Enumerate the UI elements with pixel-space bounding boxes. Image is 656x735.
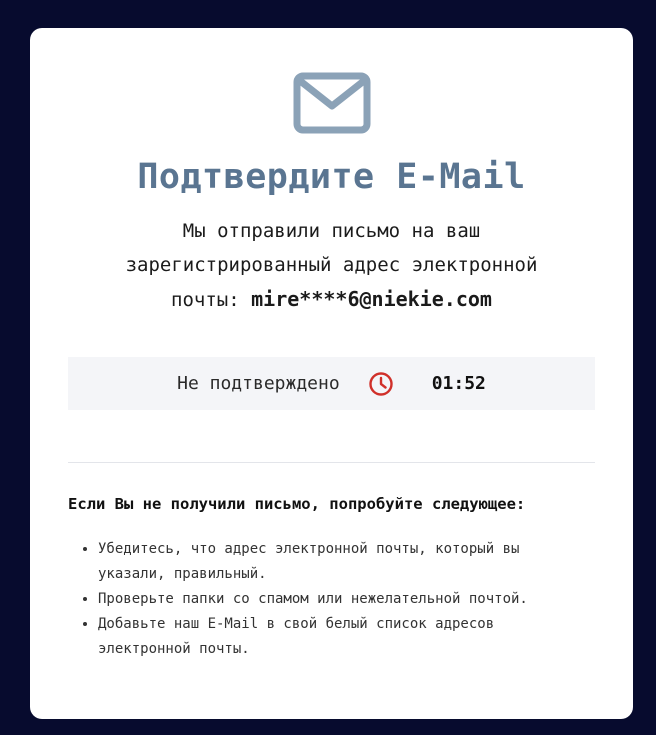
help-item-check-address: • Убедитесь, что адрес электронной почты, который вы указали, правильный. — [98, 537, 595, 587]
help-title: Если Вы не получили письмо, попробуйте следующее: — [68, 495, 526, 513]
verification-status-bar — [68, 357, 595, 410]
sent-message-line3: почты: — [171, 289, 252, 311]
divider — [68, 462, 595, 463]
help-list — [68, 537, 595, 662]
sent-message — [74, 214, 589, 317]
envelope-icon — [293, 72, 371, 134]
confirmation-card — [30, 28, 633, 719]
countdown-timer: 01:52 — [431, 373, 486, 394]
masked-email: mire****6@niekie.com — [251, 287, 492, 311]
sent-message-line1: Мы отправили письмо на ваш — [182, 220, 481, 242]
sent-message-line2: зарегистрированный адрес электронной — [125, 254, 538, 276]
help-item-whitelist: • Добавьте наш E-Mail в свой белый список адресов электронной почты. — [98, 612, 595, 662]
status-label: Не подтверждено — [177, 373, 340, 394]
page-title: Подтвердите E-Mail — [137, 157, 526, 197]
clock-icon — [368, 371, 394, 397]
help-item-check-spam: • Проверьте папки со спамом или нежелательной почтой. — [98, 587, 595, 612]
